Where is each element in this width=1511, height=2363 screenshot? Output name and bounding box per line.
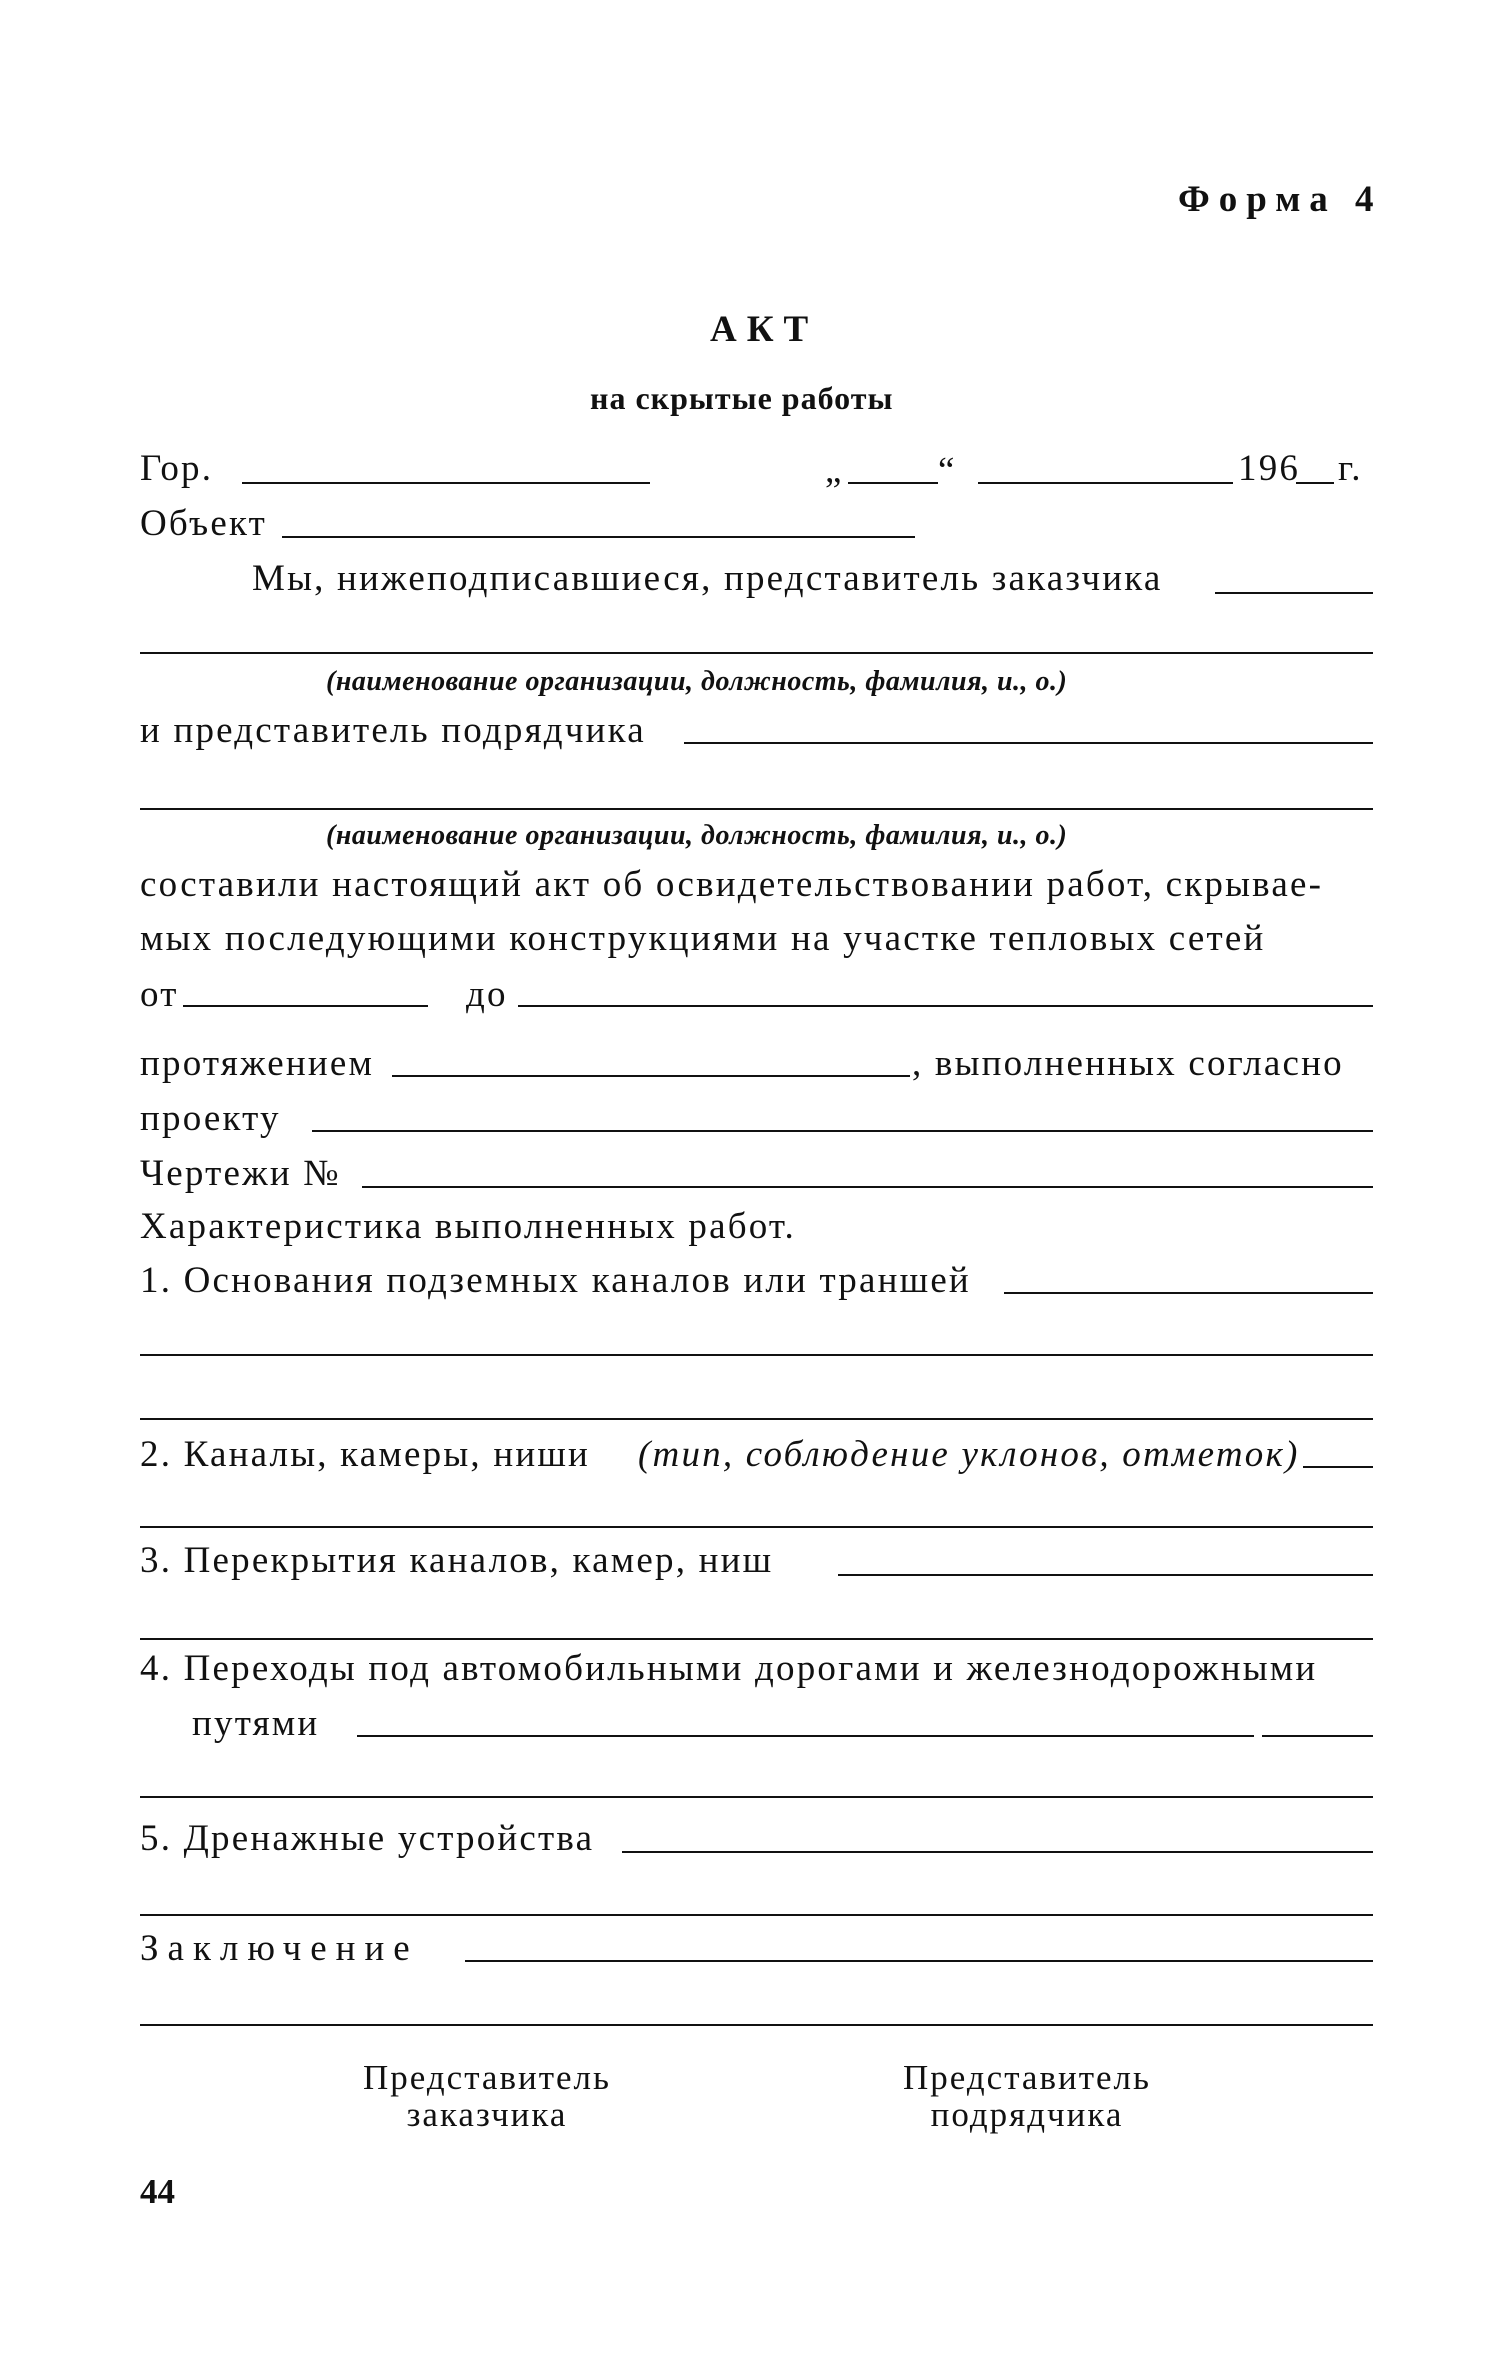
year-suffix: г. (1338, 448, 1363, 489)
contractor-field-note: (наименование организации, должность, фамилия, и., о.) (326, 820, 1068, 851)
customer-field-note: (наименование организации, должность, фамилия, и., о.) (326, 666, 1068, 697)
from-field[interactable] (183, 1005, 428, 1007)
drawings-label: Чертежи № (140, 1153, 341, 1194)
item-5-field-1[interactable] (622, 1851, 1373, 1853)
item-2-field-2[interactable] (140, 1526, 1373, 1528)
item-4-field-2[interactable] (140, 1796, 1373, 1798)
object-field[interactable] (282, 536, 915, 538)
project-label: проекту (140, 1098, 281, 1139)
customer-field-1[interactable] (1215, 592, 1373, 594)
body-line-2: мых последующими конструкциями на участке тепловых сетей (140, 918, 1266, 959)
day-field[interactable] (848, 482, 938, 484)
item-4-field-1[interactable] (357, 1735, 1254, 1737)
item-5-field-2[interactable] (140, 1914, 1373, 1916)
item-4-field-1b[interactable] (1262, 1735, 1373, 1737)
length-field[interactable] (392, 1075, 910, 1077)
from-label: от (140, 974, 179, 1015)
item-2-note: (тип, соблюдение уклонов, отметок) (638, 1434, 1300, 1475)
item-4-label-cont: путями (192, 1703, 320, 1744)
item-1-field-3[interactable] (140, 1418, 1373, 1420)
contractor-label: и представитель подрядчика (140, 710, 646, 751)
date-close-quote: “ (938, 450, 957, 491)
month-field[interactable] (978, 482, 1233, 484)
item-5-label: 5. Дренажные устройства (140, 1818, 595, 1859)
project-field[interactable] (312, 1130, 1373, 1132)
document-title: АКТ (710, 309, 819, 350)
length-label: протяжением (140, 1043, 375, 1084)
item-1-field-2[interactable] (140, 1354, 1373, 1356)
item-3-field-1[interactable] (838, 1574, 1373, 1576)
drawings-field[interactable] (362, 1186, 1373, 1188)
length-suffix: , выполненных согласно (912, 1043, 1344, 1084)
contractor-field-2[interactable] (140, 808, 1373, 810)
item-1-field-1[interactable] (1004, 1292, 1373, 1294)
customer-signature-role: заказчика (406, 2094, 568, 2134)
date-open-quote: „ (825, 450, 844, 491)
body-line-1: составили настоящий акт об освидетельствовании работ, скрывае- (140, 864, 1324, 905)
item-2-field-1[interactable] (1303, 1466, 1373, 1468)
item-4-label: 4. Переходы под автомобильными дорогами и железнодорожными (140, 1648, 1318, 1689)
conclusion-field-2[interactable] (140, 2024, 1373, 2026)
object-label: Объект (140, 503, 268, 544)
contractor-field-1[interactable] (684, 742, 1373, 744)
item-3-label: 3. Перекрытия каналов, камер, ниш (140, 1540, 774, 1581)
item-3-field-2[interactable] (140, 1638, 1373, 1640)
customer-field-2[interactable] (140, 652, 1373, 654)
document-subtitle: на скрытые работы (590, 380, 894, 416)
contractor-signature-title: Представитель (903, 2058, 1151, 2097)
to-label: до (466, 974, 508, 1015)
customer-signature-block (337, 2060, 637, 2134)
contractor-signature-block (877, 2060, 1177, 2134)
page-number: 44 (140, 2172, 175, 2211)
year-prefix: 196 (1238, 448, 1301, 489)
city-label: Гор. (140, 448, 214, 489)
item-2-label: 2. Каналы, камеры, ниши (140, 1434, 591, 1475)
year-field[interactable] (1296, 482, 1334, 484)
form-number: Форма 4 (1178, 179, 1383, 220)
conclusion-label: Заключение (140, 1928, 419, 1969)
city-field[interactable] (242, 482, 650, 484)
intro-text: Мы, нижеподписавшиеся, представитель заказчика (252, 558, 1163, 599)
characteristics-heading: Характеристика выполненных работ. (140, 1206, 796, 1247)
contractor-signature-role: подрядчика (930, 2094, 1124, 2134)
customer-signature-title: Представитель (363, 2058, 611, 2097)
item-1-label: 1. Основания подземных каналов или траншей (140, 1260, 971, 1301)
to-field[interactable] (518, 1005, 1373, 1007)
conclusion-field-1[interactable] (465, 1960, 1373, 1962)
